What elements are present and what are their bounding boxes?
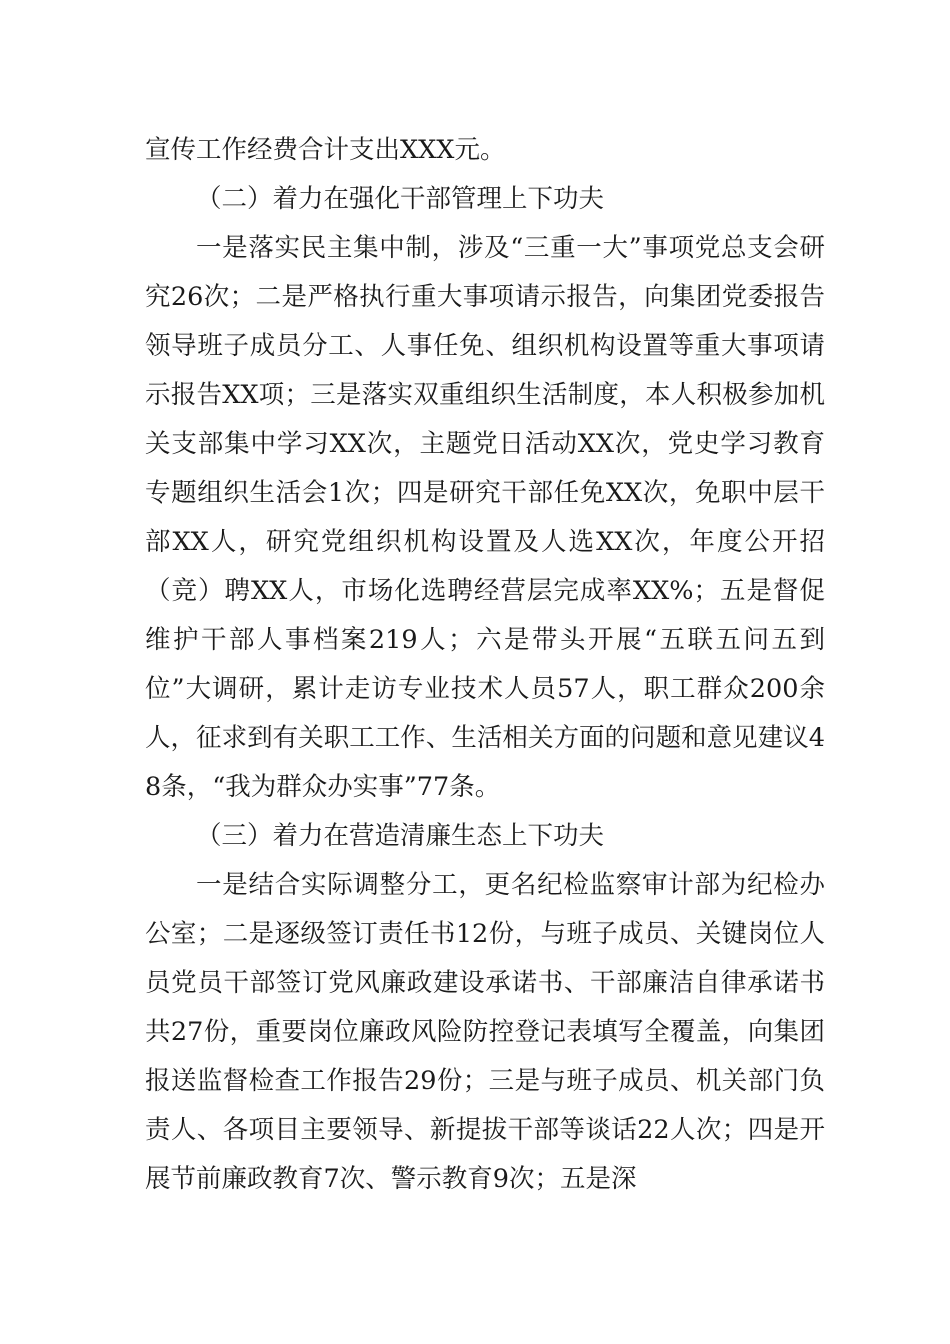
section-heading-2: （二）着力在强化干部管理上下功夫 <box>196 184 605 214</box>
section-heading-3: （三）着力在营造清廉生态上下功夫 <box>196 821 605 851</box>
document-body <box>145 126 825 1204</box>
paragraph-clean-governance: 一是结合实际调整分工，更名纪检监察审计部为纪检办公室；二是逐级签订责任书12份，与班子成员、关键岗位人员党员干部签订党风廉政建设承诺书、干部廉洁自律承诺书共27份，重要岗位廉政风险防控登记表填写全覆盖，向集团报送监督检查工作报告29份；三是与班子成员、机关部门负责人、各项目主要领导、新提拔干部等谈话22人次；四是开展节前廉政教育7次、警示教育9次；五是深 <box>145 870 825 1194</box>
paragraph-cadre-management: 一是落实民主集中制，涉及“三重一大”事项党总支会研究26次；二是严格执行重大事项请示报告，向集团党委报告领导班子成员分工、人事任免、组织机构设置等重大事项请示报告XX项；三是落实双重组织生活制度，本人积极参加机关支部集中学习XX次，主题党日活动XX次，党史学习教育专题组织生活会1次；四是研究干部任免XX次，免职中层干部XX人，研究党组织机构设置及人选XX次，年度公开招（竞）聘XX人，市场化选聘经营层完成率XX%；五是督促维护干部人事档案219人；六是带头开展“五联五问五到位”大调研，累计走访专业技术人员57人，职工群众200余人，征求到有关职工工作、生活相关方面的问题和意见建议48条，“我为群众办实事”77条。 <box>145 233 825 802</box>
paragraph-continuation: 宣传工作经费合计支出XXX元。 <box>145 135 506 165</box>
